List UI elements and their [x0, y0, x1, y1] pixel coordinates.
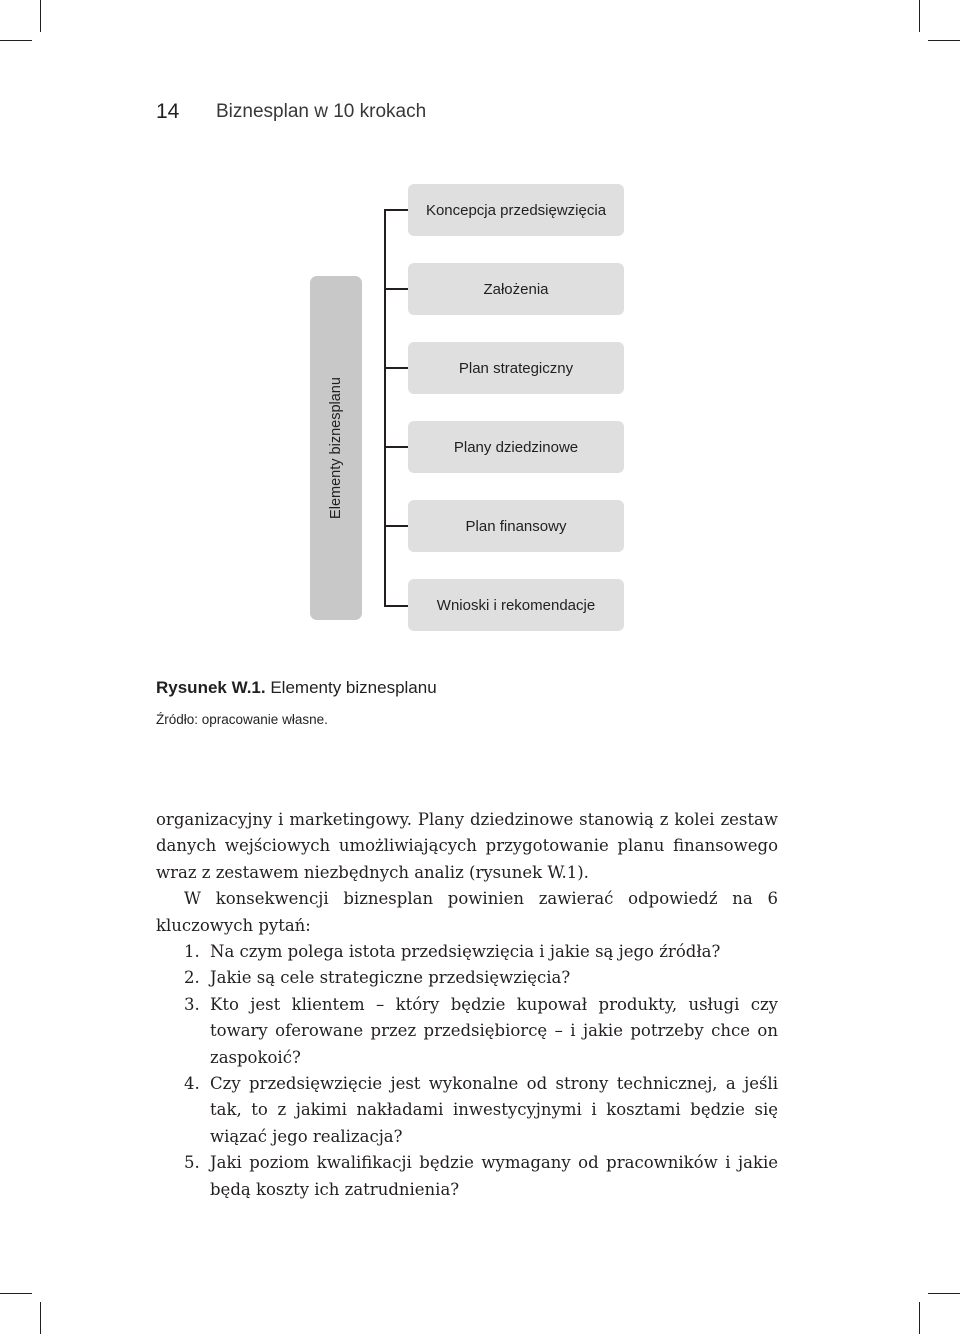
- list-item-number: 5.: [184, 1153, 200, 1173]
- question-list: [156, 939, 778, 1203]
- figure-source: Źródło: opracowanie własne.: [156, 712, 328, 727]
- diagram-branch-line: [384, 209, 408, 211]
- diagram-branch-line: [384, 288, 408, 290]
- diagram-element-assumptions: Założenia: [408, 263, 624, 315]
- list-item-text: Jaki poziom kwalifikacji będzie wymagany od pracowników i jakie będą koszty ich zatrudnienia?: [210, 1153, 778, 1199]
- list-item-number: 2.: [184, 968, 200, 988]
- diagram-root-box: [310, 276, 362, 620]
- crop-mark-bottom-left: [40, 1302, 41, 1334]
- diagram-element-financial-plan: Plan finansowy: [408, 500, 624, 552]
- list-item-number: 3.: [184, 994, 200, 1014]
- crop-mark-bottom-left-h: [0, 1293, 32, 1294]
- crop-mark-bottom-right: [919, 1302, 920, 1334]
- diagram-root-label: Elementy biznesplanu: [328, 377, 344, 519]
- list-item-number: 1.: [184, 942, 200, 962]
- diagram-element-domain-plans: Plany dziedzinowe: [408, 421, 624, 473]
- list-item-text: Na czym polega istota przedsięwzięcia i jakie są jego źródła?: [210, 942, 721, 962]
- diagram-branch-line: [384, 446, 408, 448]
- running-title: Biznesplan w 10 krokach: [216, 101, 427, 122]
- diagram-element-conclusions: Wnioski i rekomendacje: [408, 579, 624, 631]
- list-item-text: Kto jest klientem – który będzie kupował produkty, usługi czy towary oferowane przez przedsiębiorcę – i jakie potrzeby chce on zaspokoić?: [210, 994, 778, 1067]
- business-plan-diagram: [0, 0, 960, 660]
- list-item: [156, 965, 778, 991]
- diagram-branch-line: [384, 367, 408, 369]
- crop-mark-bottom-right-h: [928, 1293, 960, 1294]
- figure-caption: [156, 678, 437, 698]
- diagram-element-concept: Koncepcja przedsięwzięcia: [408, 184, 624, 236]
- diagram-element-strategic-plan: Plan strategiczny: [408, 342, 624, 394]
- paragraph: W konsekwencji biznesplan powinien zawierać odpowiedź na 6 kluczowych pytań:: [156, 889, 778, 935]
- list-item: [156, 992, 778, 1071]
- list-item-text: Czy przedsięwzięcie jest wykonalne od strony technicznej, a jeśli tak, to z jakimi nakładami inwestycyjnymi i kosztami będzie się wiązać jego realizacja?: [210, 1074, 778, 1146]
- diagram-trunk-line: [384, 209, 386, 606]
- list-item-text: Jakie są cele strategiczne przedsięwzięcia?: [210, 968, 571, 988]
- body-text: [156, 807, 778, 1203]
- list-item: [156, 939, 778, 965]
- list-item: [156, 1150, 778, 1203]
- figure-title: Elementy biznesplanu: [270, 678, 437, 697]
- diagram-branch-line: [384, 605, 408, 607]
- paragraph: organizacyjny i marketingowy. Plany dziedzinowe stanowią z kolei zestaw danych wejściowych umożliwiających przygotowanie planu finansowego wraz z zestawem niezbędnych analiz (rysunek W.1).: [156, 810, 778, 882]
- list-item-number: 4.: [184, 1074, 200, 1094]
- list-item: [156, 1071, 778, 1150]
- diagram-branch-line: [384, 525, 408, 527]
- page-number: 14: [156, 100, 180, 123]
- figure-label: Rysunek W.1.: [156, 678, 266, 697]
